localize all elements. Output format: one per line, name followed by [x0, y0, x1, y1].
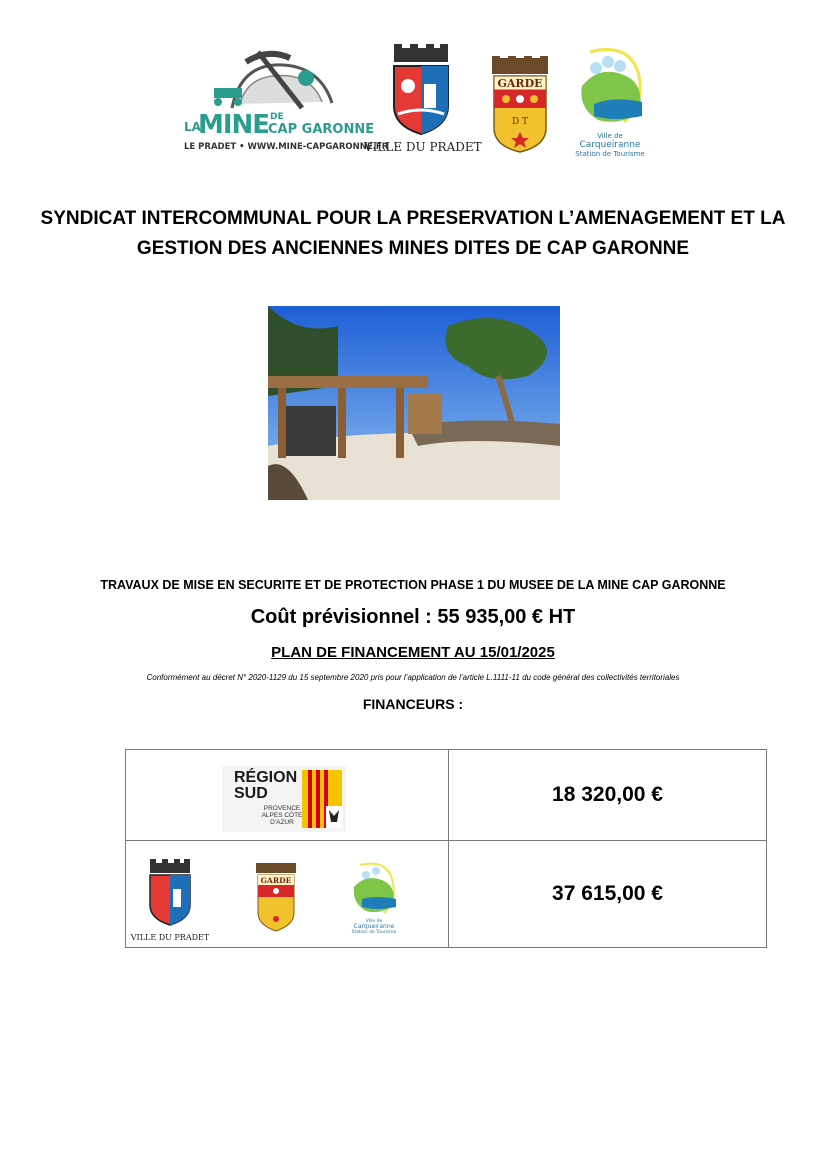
garde-crest-icon — [486, 56, 554, 154]
funders-table — [125, 749, 767, 948]
communes-logos — [126, 841, 448, 947]
garde-logo-letters: D T — [511, 117, 529, 127]
pradet-crest-icon — [364, 44, 478, 138]
small-pradet-label: VILLE DU PRADET — [130, 933, 210, 942]
mine-logo-cap: CAP GARONNE — [268, 122, 375, 137]
small-carq-line3: Station de Tourisme — [351, 930, 397, 935]
pradet-logo-label: VILLE DU PRADET — [364, 140, 482, 154]
mine-logo-mine: MINE — [198, 110, 270, 140]
carqueiranne-logo — [570, 46, 650, 158]
funders-heading: FINANCEURS : — [362, 696, 464, 712]
small-carqueiranne-logo — [346, 861, 402, 941]
ville-du-pradet-logo — [364, 44, 482, 156]
mine-logo-subtitle: LE PRADET • WWW.MINE-CAPGARONNE.FR — [184, 142, 389, 152]
financing-plan-text: PLAN DE FINANCEMENT AU 15/01/2025 — [271, 644, 555, 661]
region-logo-line1: RÉGION — [234, 769, 298, 786]
carqueiranne-emblem-icon — [346, 861, 402, 917]
garde-crest-icon — [254, 855, 298, 935]
document-title: SYNDICAT INTERCOMMUNAL POUR LA PRESERVATION L’AMENAGEMENT ET LA GESTION DES ANCIENNES MINES DITES DE CAP GARONNE — [40, 208, 786, 259]
mine-logo-la: LA — [184, 120, 201, 134]
small-pradet-logo — [130, 849, 210, 947]
mine-pickaxe-illustration — [182, 48, 350, 118]
carqueiranne-logo-line3: Station de Tourisme — [575, 150, 645, 158]
garde-logo-label: GARDE — [497, 77, 543, 90]
funder-amount: 37 615,00 € — [449, 841, 767, 948]
museum-photo — [268, 306, 560, 500]
small-carq-line2: Carqueiranne — [353, 923, 395, 930]
small-garde-label: GARDE — [260, 876, 292, 885]
carqueiranne-emblem-icon — [570, 46, 650, 132]
decree-note: Conformément au décret N° 2020-1129 du 15 septembre 2020 pris pour l’application de l’article L.1111-11 du code général des collectivités territoriales — [146, 673, 680, 682]
funder-logo-cell — [126, 750, 449, 841]
carqueiranne-logo-line2: Carqueiranne — [579, 140, 641, 150]
region-sud-logo — [126, 750, 448, 840]
works-title: TRAVAUX DE MISE EN SECURITE ET DE PROTECTION PHASE 1 DU MUSEE DE LA MINE CAP GARONNE — [100, 578, 726, 592]
small-carq-line1: Ville de — [365, 919, 383, 924]
funder-logo-cell — [126, 841, 449, 948]
mine-cap-garonne-logo — [182, 48, 389, 154]
funder-amount: 18 320,00 € — [449, 750, 767, 841]
estimated-cost: Coût prévisionnel : 55 935,00 € HT — [250, 606, 576, 628]
la-garde-logo — [486, 56, 554, 154]
pradet-crest-icon — [130, 849, 210, 931]
table-row — [126, 750, 767, 841]
region-logo-line2: SUD — [234, 785, 268, 802]
carqueiranne-logo-line1: Ville de — [597, 132, 623, 140]
small-garde-logo — [254, 855, 298, 935]
region-logo-line3: PROVENCE ALPES CÔTE D'AZUR — [261, 805, 303, 826]
financing-plan-heading — [40, 644, 786, 661]
mine-logo-de: DE — [270, 112, 284, 122]
table-row — [126, 841, 767, 948]
